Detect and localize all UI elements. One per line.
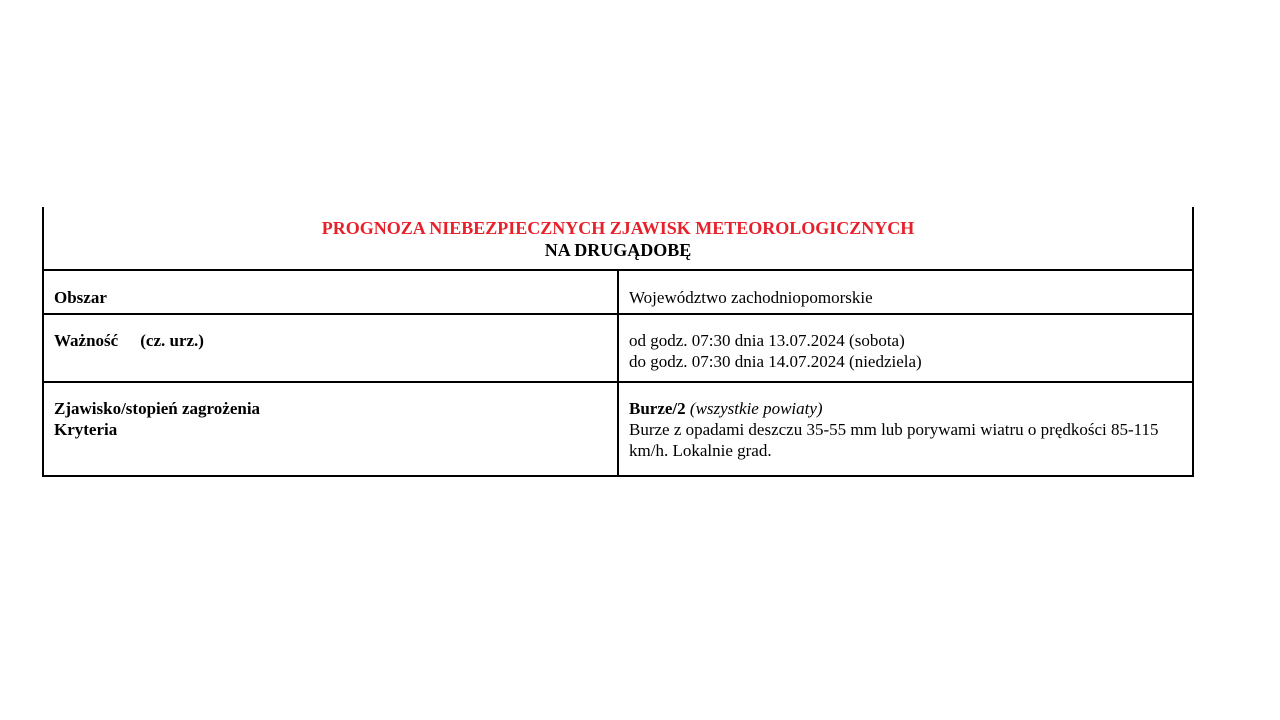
phenomenon-scope: (wszystkie powiaty) <box>689 399 823 418</box>
header-row <box>43 207 1193 270</box>
validity-from: od godz. 07:30 dnia 13.07.2024 (sobota) <box>629 331 905 350</box>
validity-label: Ważność <box>54 331 119 350</box>
criteria-label: Kryteria <box>54 420 118 439</box>
table-row-validity <box>43 314 1193 382</box>
validity-label-note: (cz. urz.) <box>140 331 204 350</box>
area-value: Województwo zachodniopomorskie <box>618 270 1193 314</box>
table-row-area <box>43 270 1193 314</box>
phenomenon-label-cell <box>43 382 618 476</box>
phenomenon-criteria: Burze z opadami deszczu 35-55 mm lub porywami wiatru o prędkości 85-115 km/h. Lokalnie grad. <box>629 420 1159 460</box>
forecast-subtitle: NA DRUGĄDOBĘ <box>544 240 692 260</box>
area-label: Obszar <box>43 270 618 314</box>
forecast-title: PROGNOZA NIEBEZPIECZNYCH ZJAWISK METEOROLOGICZNYCH <box>321 218 915 238</box>
phenomenon-name: Burze/2 <box>629 399 686 418</box>
validity-to: do godz. 07:30 dnia 14.07.2024 (niedziela) <box>629 352 922 371</box>
warning-table <box>42 207 1194 477</box>
validity-value-cell <box>618 314 1193 382</box>
phenomenon-line <box>629 398 1182 419</box>
phenomenon-label: Zjawisko/stopień zagrożenia <box>54 399 261 418</box>
table-row-phenomenon <box>43 382 1193 476</box>
validity-label-cell <box>43 314 618 382</box>
header-cell <box>43 207 1193 270</box>
phenomenon-value-cell <box>618 382 1193 476</box>
